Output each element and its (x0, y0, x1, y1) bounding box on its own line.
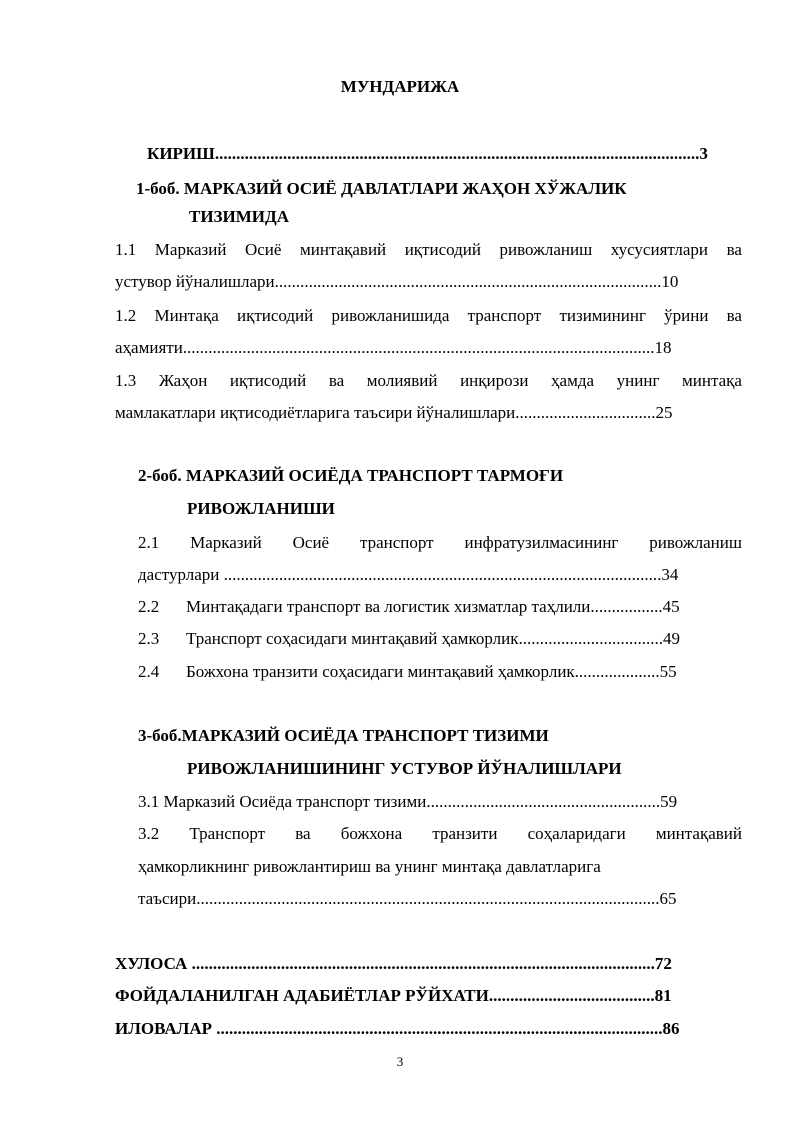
chapter-2-heading-cont: РИВОЖЛАНИШИ (187, 499, 335, 518)
toc-word: унинг (616, 371, 660, 390)
toc-word: минтақавий (655, 824, 742, 843)
toc-word: Марказий (154, 240, 227, 259)
toc-word: тизимининг (559, 306, 646, 325)
toc-entry-references: ФОЙДАЛАНИЛГАН АДАБИЁТЛАР РЎЙХАТИ.......................................81 (115, 986, 672, 1005)
chapter-1-heading: 1-боб. МАРКАЗИЙ ОСИЁ ДАВЛАТЛАРИ ЖАҲОН ХЎЖАЛИК (136, 179, 627, 198)
toc-word: 3.2 (138, 824, 160, 843)
toc-word: ўрини (664, 306, 709, 325)
toc-word: молиявий (366, 371, 438, 390)
toc-word: инфратузилмасининг (464, 533, 619, 552)
toc-word: ва (328, 371, 345, 390)
toc-word: иқтисодий (236, 306, 314, 325)
toc-entry-1-2 (115, 306, 742, 326)
toc-word: ривожланиш (649, 533, 742, 552)
toc-word: ривожланиш (499, 240, 593, 259)
toc-word: иқтисодий (229, 371, 307, 390)
section-title: Минтақадаги транспорт ва логистик хизматлар таҳлили.................45 (186, 597, 680, 616)
toc-word: 1.3 (115, 371, 137, 390)
chapter-1-heading-cont: ТИЗИМИДА (189, 207, 289, 226)
toc-word: ривожланишида (331, 306, 450, 325)
toc-entry-3-2-cont: ҳамкорликнинг ривожлантириш ва унинг минтақа давлатларига (138, 857, 601, 876)
toc-word: минтақавий (299, 240, 387, 259)
page-title: МУНДАРИЖА (340, 77, 460, 96)
toc-entry-2-2 (138, 597, 738, 617)
toc-word: божхона (340, 824, 403, 843)
section-number: 2.4 (138, 662, 160, 681)
toc-word: транспорт (467, 306, 542, 325)
section-title: Божхона транзити соҳасидаги минтақавий ҳамкорлик....................55 (186, 662, 677, 681)
toc-word: Осиё (292, 533, 330, 552)
toc-word: Осиё (244, 240, 282, 259)
toc-entry-2-3 (138, 629, 738, 649)
toc-word: иқтисодий (404, 240, 481, 259)
toc-entry-2-1-cont: дастурлари .......................................................................................................34 (138, 565, 679, 584)
section-title: Транспорт соҳасидаги минтақавий ҳамкорлик..................................49 (186, 629, 680, 648)
toc-entry-3-2-cont2: таъсири.............................................................................................................65 (138, 889, 677, 908)
chapter-2-heading: 2-боб. МАРКАЗИЙ ОСИЁДА ТРАНСПОРТ ТАРМОҒИ (138, 466, 564, 485)
section-number: 2.3 (138, 629, 160, 648)
toc-word: ва (726, 240, 742, 259)
toc-word: 1.1 (115, 240, 137, 259)
toc-entry-1-3-cont: мамлакатлари иқтисодиётларига таъсири йўналишлари.................................25 (115, 403, 673, 422)
toc-entry-1-2-cont: аҳамияти...............................................................................................................18 (115, 338, 672, 357)
toc-word: ва (726, 306, 742, 325)
toc-word: инқирози (460, 371, 529, 390)
toc-word: минтақа (682, 371, 742, 390)
toc-entry-1-1-cont: устувор йўналишлари...........................................................................................10 (115, 272, 679, 291)
toc-entry-3-1: 3.1 Марказий Осиёда транспорт тизими.......................................................59 (138, 792, 678, 811)
toc-entry-3-2 (138, 824, 742, 844)
toc-entry-intro: КИРИШ..................................................................................................................3 (147, 144, 708, 163)
chapter-3-heading-cont: РИВОЖЛАНИШИНИНГ УСТУВОР ЙЎНАЛИШЛАРИ (187, 759, 622, 778)
section-number: 2.2 (138, 597, 160, 616)
toc-entry-2-4 (138, 662, 738, 682)
toc-word: транзити (432, 824, 498, 843)
toc-word: ва (295, 824, 311, 843)
toc-entry-2-1 (138, 533, 742, 553)
toc-word: Минтақа (154, 306, 219, 325)
toc-word: соҳаларидаги (527, 824, 626, 843)
toc-entry-conclusion: ХУЛОСА .............................................................................................................72 (115, 954, 672, 973)
chapter-3-heading: 3-боб.МАРКАЗИЙ ОСИЁДА ТРАНСПОРТ ТИЗИМИ (138, 726, 549, 745)
page-number: 3 (396, 1054, 404, 1069)
toc-entry-1-3 (115, 371, 742, 391)
toc-entry-appendices: ИЛОВАЛАР .........................................................................................................86 (115, 1019, 680, 1038)
toc-word: хусусиятлари (610, 240, 709, 259)
toc-word: ҳамда (551, 371, 595, 390)
toc-word: Транспорт (189, 824, 266, 843)
toc-word: 2.1 (138, 533, 160, 552)
toc-entry-1-1 (115, 240, 742, 260)
toc-word: Жаҳон (158, 371, 208, 390)
toc-word: транспорт (359, 533, 434, 552)
toc-word: 1.2 (115, 306, 137, 325)
toc-word: Марказий (190, 533, 262, 552)
